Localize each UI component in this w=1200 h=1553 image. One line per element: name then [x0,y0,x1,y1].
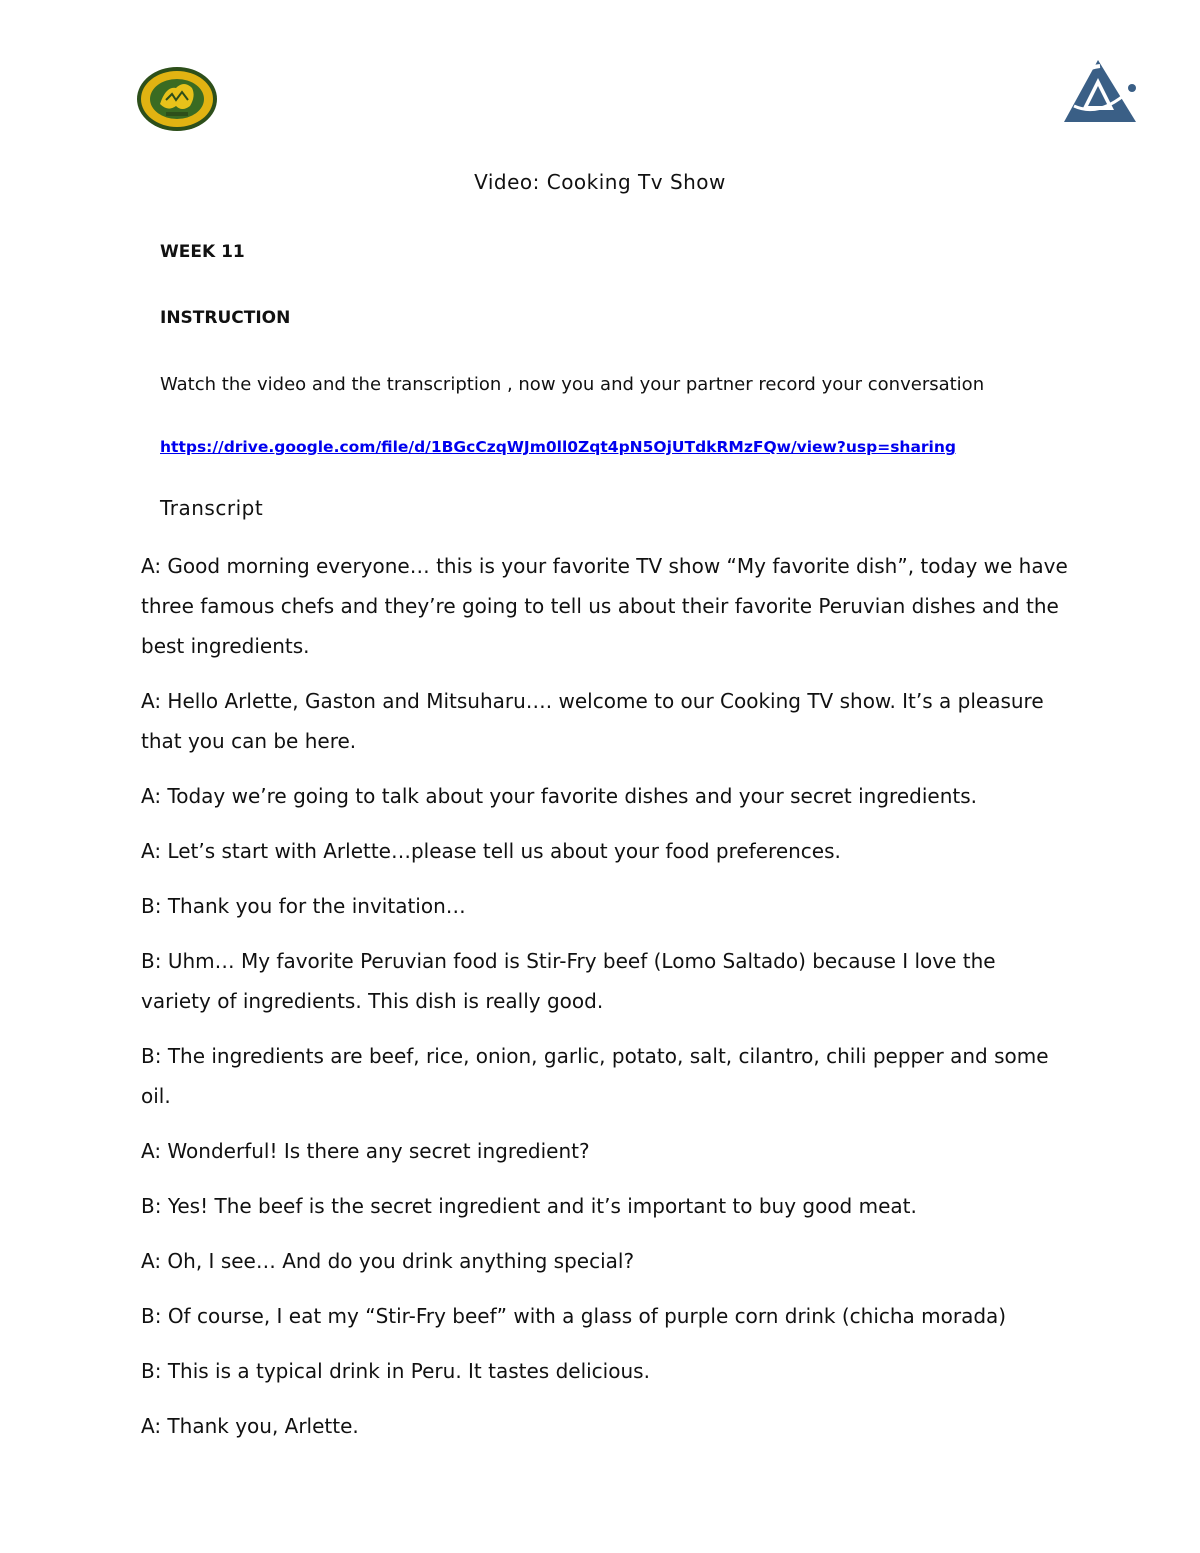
dialog-line: B: The ingredients are beef, rice, onion, garlic, potato, salt, cilantro, chili pepper and some oil. [141,1044,1049,1108]
dialog-line: A: Today we’re going to talk about your favorite dishes and your secret ingredients. [141,784,977,808]
dialog-line: B: Thank you for the invitation… [141,894,466,918]
school-crest-logo [136,66,218,132]
dialog-line: A: Hello Arlette, Gaston and Mitsuharu…. welcome to our Cooking TV show. It’s a pleasure that you can be here. [141,689,1044,753]
dialog-line: B: This is a typical drink in Peru. It tastes delicious. [141,1359,650,1383]
triangle-a-logo [1060,56,1140,126]
document-title: Video: Cooking Tv Show [474,170,726,194]
transcript-heading: Transcript [160,496,264,520]
dialog-line: A: Good morning everyone… this is your favorite TV show “My favorite dish”, today we have three famous chefs and they’re going to tell us about their favorite Peruvian dishes and the best ingredients. [141,554,1068,658]
dialog-line: A: Let’s start with Arlette…please tell us about your food preferences. [141,839,841,863]
instruction-text: Watch the video and the transcription , now you and your partner record your conversation [160,374,985,395]
dialog-line: B: Uhm… My favorite Peruvian food is Stir-Fry beef (Lomo Saltado) because I love the variety of ingredients. This dish is really good. [141,949,996,1013]
video-link[interactable]: https://drive.google.com/file/d/1BGcCzqWJm0ll0Zqt4pN5OjUTdkRMzFQw/view?usp=sharing [160,438,956,456]
dialog-line: B: Of course, I eat my “Stir-Fry beef” with a glass of purple corn drink (chicha morada) [141,1304,1007,1328]
dialog-line: A: Oh, I see… And do you drink anything special? [141,1249,635,1273]
dialog-line: A: Thank you, Arlette. [141,1414,359,1438]
dialog-line: B: Yes! The beef is the secret ingredient and it’s important to buy good meat. [141,1194,917,1218]
dialog-line: A: Wonderful! Is there any secret ingredient? [141,1139,590,1163]
week-heading: WEEK 11 [160,242,245,262]
transcript-body [141,546,1071,1461]
instruction-heading: INSTRUCTION [160,308,291,328]
